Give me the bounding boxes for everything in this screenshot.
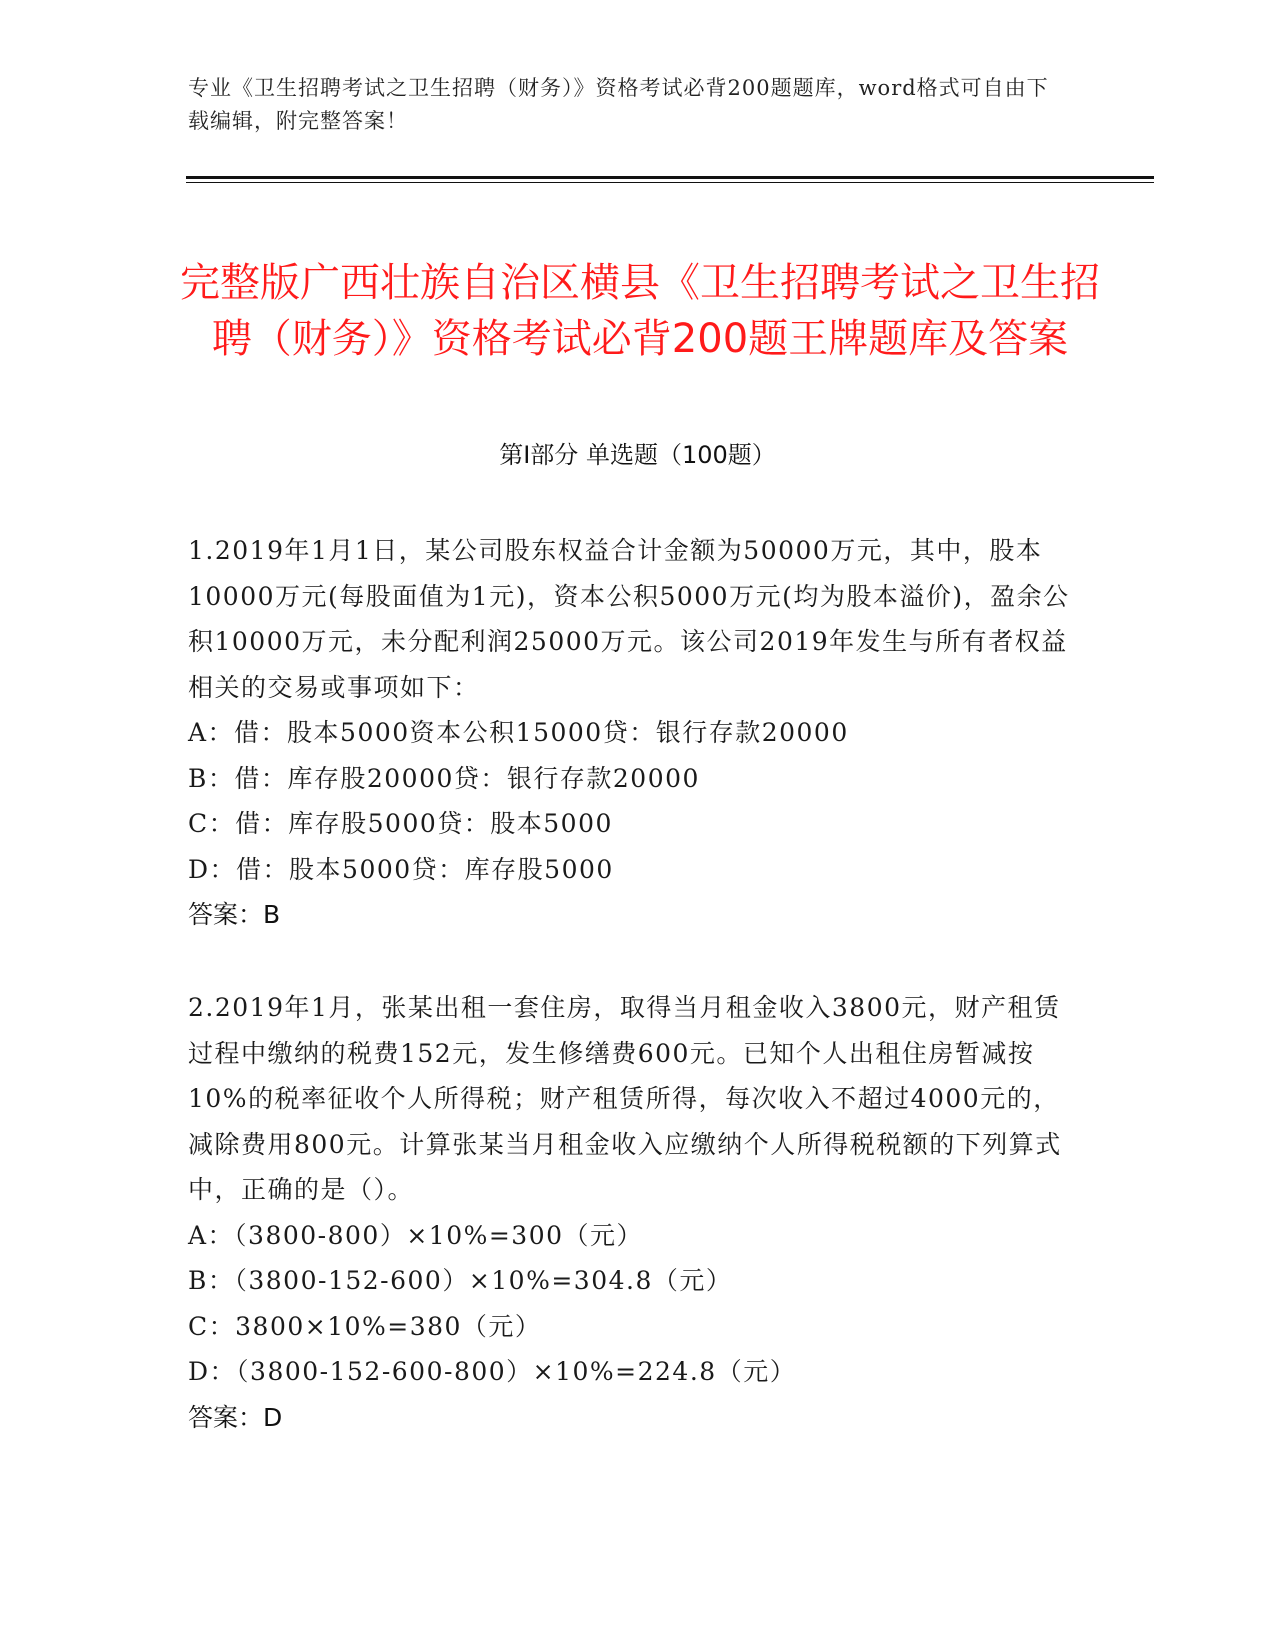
question-stem: 2.2019年1月，张某出租一套住房，取得当月租金收入3800元，财产租赁过程中缴纳的税费152元，发生修缮费600元。已知个人出租住房暂减按10%的税率征收个人所得税；财产租赁所得，每次收入不超过4000元的，减除费用800元。计算张某当月租金收入应缴纳个人所得税税额的下列算式中，正确的是（）。 bbox=[188, 993, 1062, 1204]
option-d: D：借：股本5000贷：库存股5000 bbox=[188, 854, 614, 884]
question-2 bbox=[188, 985, 1078, 1440]
question-stem: 1.2019年1月1日，某公司股东权益合计金额为50000万元，其中，股本10000万元(每股面值为1元)，资本公积5000万元(均为股本溢价)，盈余公积10000万元，未分配利润25000万元。该公司2019年发生与所有者权益相关的交易或事项如下： bbox=[188, 536, 1070, 702]
section-heading: 第I部分 单选题（100题） bbox=[499, 441, 776, 469]
option-d: D：（3800-152-600-800）×10%=224.8（元） bbox=[188, 1357, 797, 1386]
header-divider bbox=[186, 176, 1154, 179]
option-b: B：（3800-152-600）×10%=304.8（元） bbox=[188, 1266, 733, 1295]
option-c: C：3800×10%=380（元） bbox=[188, 1311, 542, 1341]
option-c: C：借：库存股5000贷：股本5000 bbox=[188, 809, 613, 838]
option-a: A：（3800-800）×10%=300（元） bbox=[188, 1220, 644, 1250]
question-1 bbox=[188, 528, 1078, 938]
header-note: 专业《卫生招聘考试之卫生招聘（财务）》资格考试必背200题题库，word格式可自由下载编辑，附完整答案！ bbox=[188, 76, 1049, 133]
header-divider-thin bbox=[186, 182, 1154, 183]
option-b: B：借：库存股20000贷：银行存款20000 bbox=[188, 763, 700, 793]
document-title: 完整版广西壮族自治区横县《卫生招聘考试之卫生招聘（财务）》资格考试必背200题王牌题库及答案 bbox=[180, 259, 1100, 362]
answer-label: 答案：B bbox=[188, 900, 281, 929]
option-a: A：借：股本5000资本公积15000贷：银行存款20000 bbox=[188, 718, 849, 747]
answer-label: 答案：D bbox=[188, 1402, 283, 1432]
